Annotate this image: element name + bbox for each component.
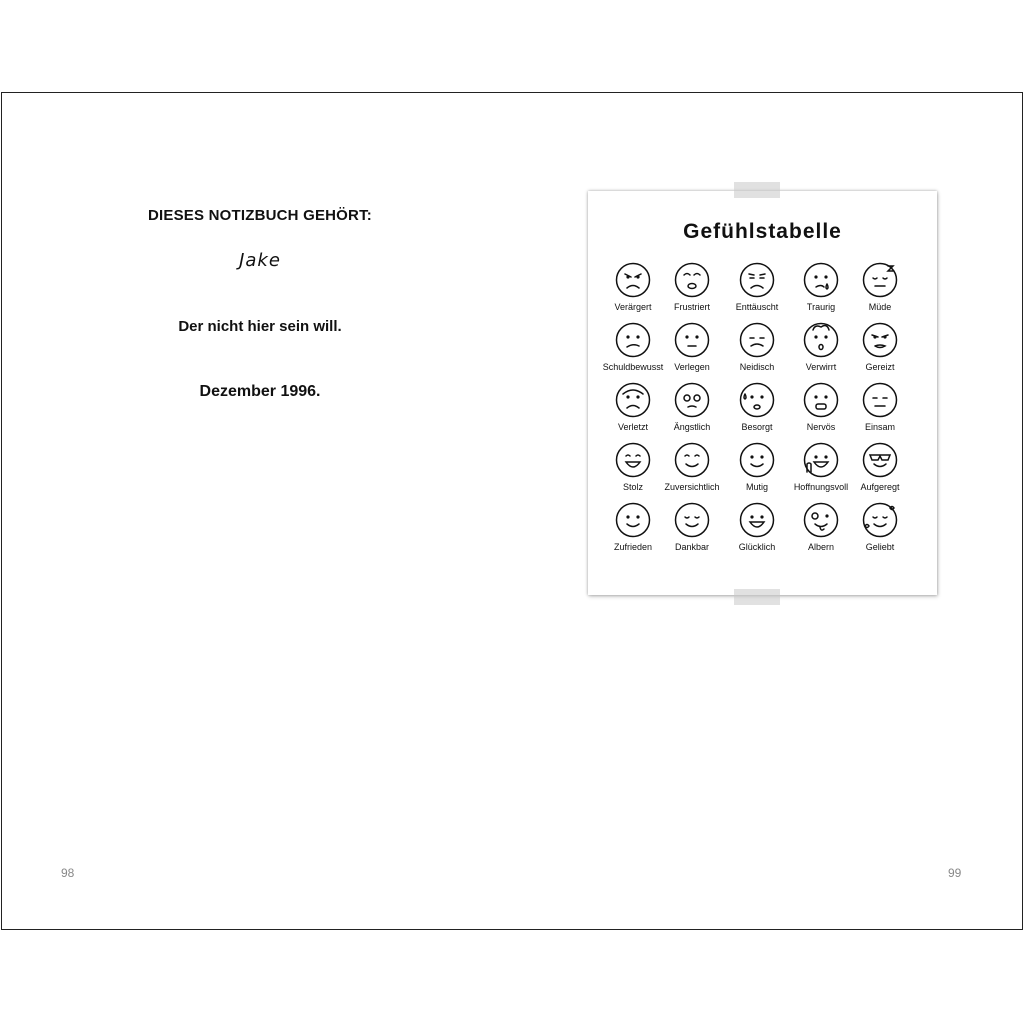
- emotion-label: Enttäuscht: [735, 302, 779, 312]
- frustrated-face-icon: [655, 262, 729, 298]
- irritated-face-icon: [843, 322, 917, 358]
- emotion-label: Mutig: [745, 482, 768, 492]
- emotion-label: Albern: [807, 542, 834, 552]
- emotion-label: Hoffnungsvoll: [793, 482, 849, 492]
- emotion-label: Aufgeregt: [860, 482, 900, 492]
- emotion-label: Verlegen: [674, 362, 710, 372]
- tape-bottom: [734, 589, 780, 605]
- loved-face-icon: [843, 502, 917, 538]
- emotion-label: Zuversichtlich: [664, 482, 720, 492]
- brave-face-icon: [720, 442, 794, 478]
- emotion-label: Dankbar: [674, 542, 710, 552]
- disappointed-face-icon: [720, 262, 794, 298]
- emotion-item: [655, 322, 729, 372]
- emotion-item: [843, 262, 917, 312]
- happy-face-icon: [720, 502, 794, 538]
- emotion-label: Einsam: [864, 422, 895, 432]
- emotion-label: Gereizt: [865, 362, 895, 372]
- emotion-item: [720, 322, 794, 372]
- emotion-label: Verwirrt: [805, 362, 837, 372]
- scared-face-icon: [655, 382, 729, 418]
- emotion-item: [843, 322, 917, 372]
- emotion-label: Glücklich: [738, 542, 776, 552]
- sleepy-face-icon: [843, 262, 917, 298]
- emotion-label: Zufrieden: [613, 542, 653, 552]
- envious-face-icon: [720, 322, 794, 358]
- owner-heading: DIESES NOTIZBUCH GEHÖRT:: [148, 207, 372, 224]
- sunglasses-face-icon: [843, 442, 917, 478]
- confident-face-icon: [655, 442, 729, 478]
- emotion-label: Verärgert: [614, 302, 652, 312]
- emotion-label: Verletzt: [617, 422, 648, 432]
- emotion-item: [720, 262, 794, 312]
- grateful-face-icon: [655, 502, 729, 538]
- emotion-item: [720, 442, 794, 492]
- emotion-label: Ängstlich: [673, 422, 711, 432]
- emotion-item: [655, 442, 729, 492]
- tape-top: [734, 182, 780, 198]
- emotion-label: Müde: [868, 302, 892, 312]
- page-number-right: 99: [948, 866, 962, 880]
- emotion-label: Besorgt: [741, 422, 773, 432]
- owner-description: Der nicht hier sein will.: [178, 318, 342, 335]
- emotion-item: [655, 502, 729, 552]
- emotion-item: [655, 382, 729, 432]
- page-number-left: 98: [61, 866, 75, 880]
- emotion-label: Frustriert: [674, 302, 710, 312]
- emotion-item: [720, 382, 794, 432]
- emotion-label: Traurig: [806, 302, 836, 312]
- emotion-item: [843, 502, 917, 552]
- worried-sweat-face-icon: [720, 382, 794, 418]
- lonely-face-icon: [843, 382, 917, 418]
- owner-date: Dezember 1996.: [199, 383, 321, 400]
- feelings-chart-title: Gefühlstabelle: [683, 220, 842, 243]
- emotion-item: [655, 262, 729, 312]
- owner-name: Jake: [239, 250, 281, 271]
- emotion-item: [720, 502, 794, 552]
- emotion-item: [843, 442, 917, 492]
- emotion-item: [843, 382, 917, 432]
- emotion-label: Neidisch: [739, 362, 775, 372]
- emotion-label: Stolz: [622, 482, 643, 492]
- embarrassed-face-icon: [655, 322, 729, 358]
- emotion-label: Geliebt: [865, 542, 895, 552]
- emotion-label: Schuldbewusst: [602, 362, 664, 372]
- emotion-label: Nervös: [806, 422, 836, 432]
